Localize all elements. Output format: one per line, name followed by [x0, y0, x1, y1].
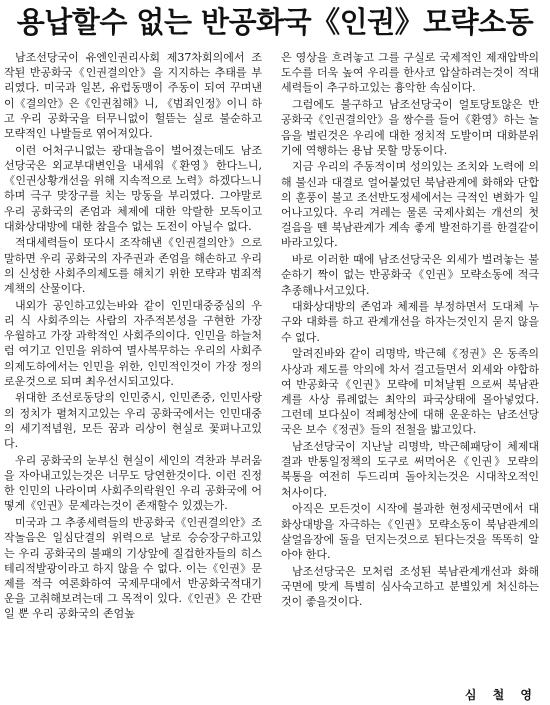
paragraph: 은 영상을 흐려놓고 그를 구실로 국제적인 제재압박의 도수를 더욱 높여 우리를 한사코 압살하려는것이 적대세력들이 추구하고있는 흉악한 속심이다.: [281, 51, 539, 95]
right-column: [281, 50, 539, 611]
author-byline: 심 철 영: [464, 688, 538, 702]
paragraph: 이런 어처구니없는 광대놀음이 벌어졌는데도 남조선당국은 외교부대변인을 내세워《환영》한다느니,《인권상황개선을 위해 지속적으로 노력》하겠다느니 하며 극구 맞장구를 치는 망동을 부리였다. 그야말로 우리 공화국의 존엄과 체제에 대한 악랄한 모독이고 대화상대방에 대한 참을수 없는 도전이 아닐수 없다.: [4, 143, 262, 233]
paragraph: 미국과 그 추종세력들의 반공화국《인권결의안》조작놀음은 일심단결의 위력으로 날로 승승장구하고있는 우리 공화국의 불패의 기상앞에 질겁한자들의 히스테리적발광이라고 하지 않을 수 없다. 이는《인권》문제를 적극 여론화하여 국제무대에서 반공화국적대기운을 고취해보려는데 그 목적이 있다.《인권》은 간판일 뿐 우리 공화국의 존엄높: [4, 516, 262, 621]
paragraph: 남조선당국이 지난날 리명박, 박근혜패당이 체제대결과 반통일정책의 도구로 써먹어온《인권》모략의 북통을 여전히 두드리며 돌아치는것은 시대착오적인 처사이다.: [281, 440, 539, 499]
paragraph: 남조선당국이 유엔인권리사회 제37차회의에서 조작된 반공화국《인권결의안》을 지지하는 추태를 부리였다. 미국과 일본, 유럽동맹이 주동이 되여 꾸며낸 이《결의안》은《인권침해》니, 《범죄인정》이니 하고 우리 공화국을 터무니없이 헐뜯는 실로 불순하고 모략적인 나발들로 엮어져있다.: [4, 51, 262, 141]
paragraph: 위대한 조선로동당의 인민중시, 인민존중, 인민사랑의 정치가 펼쳐지고있는 우리 공화국에서는 인민대중의 세기적념원, 모든 꿈과 리상이 현실로 꽃펴나고있다.: [4, 391, 262, 451]
paragraph: 대화상대방의 존엄과 체제를 부정하면서 도대체 누구와 대화를 하고 관계개선을 하자는것인지 묻지 않을수 없다.: [281, 300, 539, 344]
paragraph: 그럼에도 불구하고 남조선당국이 얼토당토않은 반공화국《인권결의안》을 쌍수를 들어《환영》하는 놀음을 벌린것은 우리에 대한 정치적 도발이며 대화분위기에 역행하는 용납 못할 망동이다.: [281, 98, 539, 157]
paragraph: 우리 공화국의 눈부신 현실이 세인의 격찬과 부러움을 자아내고있는것은 너무도 당연한것이다. 이런 진정한 인민의 나라이며 사회주의락원인 우리 공화국에 어떻게《인권》문제라는것이 존재할수 있겠는가.: [4, 453, 262, 513]
paragraph: 적대세력들이 또다시 조작해낸《인권결의안》으로 말하면 우리 공화국의 자주권과 존엄을 해손하고 우리의 신성한 사회주의제도를 해치기 위한 모략과 범죄적계책의 산물이다.: [4, 236, 262, 296]
article-title: 용납할수 없는 반공화국《인권》모략소동: [16, 5, 534, 39]
paragraph: 내외가 공인하고있는바와 같이 인민대중중심의 우리 식 사회주의는 사람의 자주적본성을 구현한 가장 우월하고 가장 과학적인 사회주의이다. 인민을 하늘처럼 여기고 인민을 위하여 멸사복무하는 우리의 사회주의제도하에서는 인민을 위한, 인민적인것이 가장 정의로운것으로 되며 최우선시되고있다.: [4, 298, 262, 388]
paragraph: 아직은 모든것이 시작에 불과한 현정세국면에서 대화상대방을 자극하는《인권》모략소동이 북남관계의 살얼음장에 돌을 던지는것으로 된다는것을 똑똑히 알아야 한다.: [281, 502, 539, 561]
left-column: [4, 50, 262, 623]
paragraph: 바로 이러한 때에 남조선당국은 외세가 벌려놓는 불순하기 짝이 없는 반공화국《인권》모략소동에 적극 추종해나서고있다.: [281, 253, 539, 297]
paragraph: 남조선당국은 모처럼 조성된 북남관계개선과 화해국면에 맞게 특별히 심사숙고하고 분별있게 처신하는것이 좋을것이다.: [281, 564, 539, 609]
paragraph: 지금 우리의 주동적이며 성의있는 조치와 노력에 의해 불신과 대결로 얼어붙었던 북남관계에 화해와 단합의 훈풍이 불고 조선반도정세에서는 극적인 변화가 일어나고있다. 우리 겨레는 물론 국제사회는 개선의 첫걸음을 뗀 북남관계가 계속 좋게 발전하기를 한결같이 바라고있다.: [281, 160, 539, 250]
paragraph: 알려진바와 같이 리명박, 박근혜《정권》은 동족의 사상과 제도를 악의에 차서 걸고들면서 외세와 야합하여 반공화국《인권》모략에 미쳐날뛴 으로써 북남관계를 사상 류례없는 최악의 파국상태에 몰아넣었다. 그런데 보다싶이 적폐청산에 대해 운운하는 남조선당국은 보수《정권》들의 전철을 밟고있다.: [281, 347, 539, 437]
